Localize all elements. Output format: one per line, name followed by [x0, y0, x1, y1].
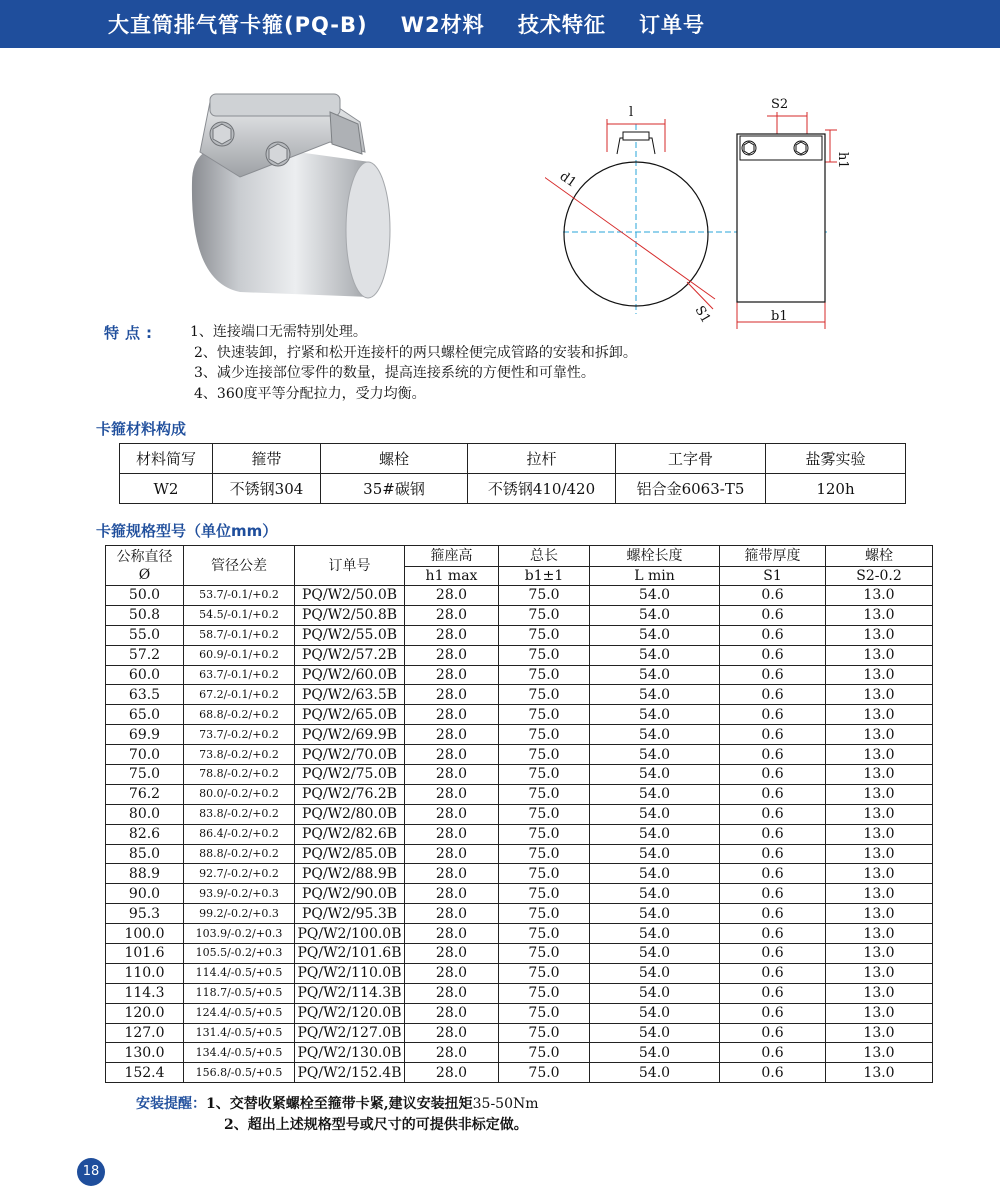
diagram-label-h1: h1: [835, 152, 850, 169]
table-cell: 90.0: [106, 884, 184, 904]
table-row: [106, 705, 933, 725]
table-cell: 28.0: [405, 745, 499, 765]
table-row: [106, 963, 933, 983]
table-cell: PQ/W2/120.0B: [295, 1003, 405, 1023]
header-bolt-sub: S2-0.2: [826, 567, 933, 586]
table-cell: 13.0: [826, 745, 933, 765]
table-row: [106, 944, 933, 964]
table-cell: PQ/W2/114.3B: [295, 983, 405, 1003]
table-row: [106, 784, 933, 804]
table-cell: 0.6: [720, 824, 826, 844]
table-cell: 54.0: [590, 685, 720, 705]
materials-header-cell: 盐雾实验: [766, 444, 906, 474]
table-cell: 13.0: [826, 725, 933, 745]
table-cell: 54.0: [590, 924, 720, 944]
header-length-sub: b1±1: [499, 567, 590, 586]
table-cell: 75.0: [499, 804, 590, 824]
table-cell: 13.0: [826, 645, 933, 665]
table-row: [106, 844, 933, 864]
table-cell: 0.6: [720, 924, 826, 944]
table-cell: 0.6: [720, 944, 826, 964]
table-cell: 75.0: [499, 665, 590, 685]
table-cell: 50.8: [106, 605, 184, 625]
table-cell: 75.0: [499, 924, 590, 944]
table-cell: 28.0: [405, 983, 499, 1003]
table-cell: 54.0: [590, 1003, 720, 1023]
materials-cell: 35#碳钢: [321, 474, 468, 504]
table-cell: 75.0: [499, 1003, 590, 1023]
install-label: 安装提醒：: [136, 1096, 206, 1112]
table-row: [106, 665, 933, 685]
table-cell: 60.9/-0.1/+0.2: [184, 645, 295, 665]
feature-item: 1、连接端口无需特别处理。: [190, 324, 367, 340]
table-cell: 54.0: [590, 784, 720, 804]
table-cell: 95.3: [106, 904, 184, 924]
table-cell: PQ/W2/70.0B: [295, 745, 405, 765]
table-cell: 28.0: [405, 944, 499, 964]
table-cell: PQ/W2/88.9B: [295, 864, 405, 884]
table-cell: 0.6: [720, 804, 826, 824]
table-cell: 80.0/-0.2/+0.2: [184, 784, 295, 804]
table-cell: 54.0: [590, 904, 720, 924]
table-cell: 0.6: [720, 685, 826, 705]
table-cell: 13.0: [826, 625, 933, 645]
table-cell: 13.0: [826, 605, 933, 625]
table-cell: PQ/W2/100.0B: [295, 924, 405, 944]
table-cell: 65.0: [106, 705, 184, 725]
table-cell: 60.0: [106, 665, 184, 685]
table-cell: 54.0: [590, 665, 720, 685]
feature-item: 2、快速装卸，拧紧和松开连接杆的两只螺栓便完成管路的安装和拆卸。: [194, 344, 637, 361]
page-header: [0, 0, 1000, 48]
header-bolt-length-sub: L min: [590, 567, 720, 586]
table-cell: 0.6: [720, 784, 826, 804]
table-cell: 0.6: [720, 1063, 826, 1083]
table-cell: 0.6: [720, 1023, 826, 1043]
specs-title: 卡箍规格型号（单位mm）: [96, 522, 278, 540]
table-cell: 13.0: [826, 1043, 933, 1063]
table-cell: 54.0: [590, 944, 720, 964]
header-length: 总长: [499, 546, 590, 567]
table-cell: 110.0: [106, 963, 184, 983]
header-seat: 箍座高: [405, 546, 499, 567]
table-row: [106, 1063, 933, 1083]
table-cell: 53.7/-0.1/+0.2: [184, 586, 295, 606]
table-cell: 0.6: [720, 745, 826, 765]
table-cell: 54.0: [590, 765, 720, 785]
table-row: [106, 685, 933, 705]
table-cell: PQ/W2/127.0B: [295, 1023, 405, 1043]
table-cell: 127.0: [106, 1023, 184, 1043]
table-cell: 13.0: [826, 824, 933, 844]
table-cell: 73.8/-0.2/+0.2: [184, 745, 295, 765]
table-cell: 75.0: [499, 1063, 590, 1083]
table-cell: PQ/W2/63.5B: [295, 685, 405, 705]
table-cell: 82.6: [106, 824, 184, 844]
diagram-label-s1: S1: [691, 303, 714, 326]
table-cell: 54.0: [590, 1043, 720, 1063]
table-cell: 13.0: [826, 1003, 933, 1023]
table-cell: 28.0: [405, 1023, 499, 1043]
table-cell: 75.0: [499, 586, 590, 606]
table-cell: 75.0: [499, 904, 590, 924]
materials-cell: 不锈钢304: [213, 474, 321, 504]
table-cell: 28.0: [405, 625, 499, 645]
table-row: [106, 645, 933, 665]
table-cell: 13.0: [826, 665, 933, 685]
table-cell: 28.0: [405, 765, 499, 785]
specs-table: [105, 545, 933, 1083]
table-cell: 0.6: [720, 1043, 826, 1063]
table-cell: 83.8/-0.2/+0.2: [184, 804, 295, 824]
table-cell: 55.0: [106, 625, 184, 645]
table-cell: 54.0: [590, 1023, 720, 1043]
table-cell: 0.6: [720, 665, 826, 685]
table-cell: 54.0: [590, 586, 720, 606]
table-cell: 73.7/-0.2/+0.2: [184, 725, 295, 745]
materials-header-cell: 材料简写: [120, 444, 213, 474]
table-cell: PQ/W2/50.8B: [295, 605, 405, 625]
table-cell: 54.0: [590, 1063, 720, 1083]
table-cell: 75.0: [499, 864, 590, 884]
table-cell: 28.0: [405, 804, 499, 824]
table-cell: 103.9/-0.2/+0.3: [184, 924, 295, 944]
header-bolt-length: 螺栓长度: [590, 546, 720, 567]
table-cell: 54.0: [590, 844, 720, 864]
table-cell: 75.0: [499, 725, 590, 745]
table-cell: 28.0: [405, 605, 499, 625]
table-cell: 50.0: [106, 586, 184, 606]
table-cell: 54.0: [590, 824, 720, 844]
table-cell: 75.0: [499, 784, 590, 804]
table-cell: 0.6: [720, 705, 826, 725]
table-cell: 75.0: [499, 1043, 590, 1063]
table-cell: 28.0: [405, 665, 499, 685]
feature-item: 4、360度平等分配拉力，受力均衡。: [194, 385, 426, 402]
header-bolt: 螺栓: [826, 546, 933, 567]
page-title: 大直筒排气管卡箍(PQ-B) W2材料 技术特征 订单号: [108, 13, 706, 37]
table-cell: 54.5/-0.1/+0.2: [184, 605, 295, 625]
table-cell: 101.6: [106, 944, 184, 964]
table-cell: PQ/W2/69.9B: [295, 725, 405, 745]
table-cell: 13.0: [826, 784, 933, 804]
table-row: [106, 983, 933, 1003]
table-row: [106, 725, 933, 745]
table-cell: 28.0: [405, 1003, 499, 1023]
table-cell: 130.0: [106, 1043, 184, 1063]
table-cell: 0.6: [720, 725, 826, 745]
install-line-1: 1、交替收紧螺栓至箍带卡紧,建议安装扭矩: [206, 1096, 473, 1112]
features-label: 特点:: [104, 324, 158, 342]
diagram-label-b1: b1: [771, 309, 788, 324]
table-cell: 0.6: [720, 904, 826, 924]
table-cell: PQ/W2/60.0B: [295, 665, 405, 685]
table-cell: 134.4/-0.5/+0.5: [184, 1043, 295, 1063]
diagram-label-s2: S2: [771, 97, 789, 112]
table-cell: 13.0: [826, 963, 933, 983]
header-nominal: 公称直径 Ø: [106, 546, 184, 586]
table-row: [106, 884, 933, 904]
table-cell: PQ/W2/95.3B: [295, 904, 405, 924]
table-cell: 75.0: [499, 745, 590, 765]
page-number: 18: [77, 1158, 105, 1186]
table-cell: 63.7/-0.1/+0.2: [184, 665, 295, 685]
table-cell: 0.6: [720, 884, 826, 904]
table-cell: 75.0: [106, 765, 184, 785]
table-cell: 75.0: [499, 963, 590, 983]
table-cell: 100.0: [106, 924, 184, 944]
materials-data-row: [120, 474, 906, 504]
feature-item: 3、减少连接部位零件的数量，提高连接系统的方便性和可靠性。: [194, 365, 595, 381]
table-cell: 124.4/-0.5/+0.5: [184, 1003, 295, 1023]
table-cell: PQ/W2/90.0B: [295, 884, 405, 904]
table-cell: PQ/W2/152.4B: [295, 1063, 405, 1083]
table-cell: 75.0: [499, 625, 590, 645]
materials-header-cell: 拉杆: [468, 444, 616, 474]
table-cell: 75.0: [499, 983, 590, 1003]
table-cell: 28.0: [405, 645, 499, 665]
install-line-2: 2、超出上述规格型号或尺寸的可提供非标定做。: [224, 1117, 528, 1133]
header-tolerance: 管径公差: [184, 546, 295, 586]
diagram-label-l: l: [629, 105, 634, 120]
table-cell: 13.0: [826, 944, 933, 964]
table-cell: 0.6: [720, 645, 826, 665]
table-row: [106, 804, 933, 824]
table-cell: PQ/W2/75.0B: [295, 765, 405, 785]
table-cell: 28.0: [405, 904, 499, 924]
table-cell: 28.0: [405, 685, 499, 705]
table-row: [106, 904, 933, 924]
table-cell: 13.0: [826, 844, 933, 864]
table-cell: PQ/W2/57.2B: [295, 645, 405, 665]
table-cell: 13.0: [826, 586, 933, 606]
table-cell: 75.0: [499, 685, 590, 705]
header-order: 订单号: [295, 546, 405, 586]
table-cell: 75.0: [499, 645, 590, 665]
table-cell: 114.3: [106, 983, 184, 1003]
table-cell: PQ/W2/110.0B: [295, 963, 405, 983]
table-cell: 80.0: [106, 804, 184, 824]
specs-header-row: [106, 546, 933, 567]
materials-table: [119, 443, 906, 504]
table-cell: 76.2: [106, 784, 184, 804]
table-cell: 75.0: [499, 1023, 590, 1043]
table-cell: 13.0: [826, 765, 933, 785]
table-cell: 75.0: [499, 844, 590, 864]
table-row: [106, 924, 933, 944]
table-cell: 54.0: [590, 625, 720, 645]
table-cell: 86.4/-0.2/+0.2: [184, 824, 295, 844]
table-cell: PQ/W2/65.0B: [295, 705, 405, 725]
table-cell: 13.0: [826, 904, 933, 924]
table-cell: 67.2/-0.1/+0.2: [184, 685, 295, 705]
pipe-clamp-photo-icon: [180, 82, 400, 322]
header-band-sub: S1: [720, 567, 826, 586]
table-cell: 105.5/-0.2/+0.3: [184, 944, 295, 964]
table-row: [106, 1003, 933, 1023]
table-cell: 28.0: [405, 586, 499, 606]
table-cell: 28.0: [405, 824, 499, 844]
table-cell: 0.6: [720, 1003, 826, 1023]
table-cell: 68.8/-0.2/+0.2: [184, 705, 295, 725]
table-cell: PQ/W2/130.0B: [295, 1043, 405, 1063]
table-cell: 69.9: [106, 725, 184, 745]
table-cell: 0.6: [720, 586, 826, 606]
table-cell: 28.0: [405, 884, 499, 904]
table-cell: 28.0: [405, 1043, 499, 1063]
table-cell: 54.0: [590, 804, 720, 824]
table-cell: 13.0: [826, 924, 933, 944]
table-cell: 28.0: [405, 864, 499, 884]
table-cell: 13.0: [826, 884, 933, 904]
table-cell: 13.0: [826, 864, 933, 884]
table-cell: 28.0: [405, 784, 499, 804]
table-cell: 0.6: [720, 963, 826, 983]
table-cell: 13.0: [826, 804, 933, 824]
materials-header-cell: 箍带: [213, 444, 321, 474]
table-cell: 88.8/-0.2/+0.2: [184, 844, 295, 864]
table-cell: 75.0: [499, 824, 590, 844]
install-torque: 35-50Nm: [472, 1096, 539, 1112]
install-note: [136, 1094, 539, 1136]
materials-cell: 不锈钢410/420: [468, 474, 616, 504]
table-cell: 0.6: [720, 864, 826, 884]
table-cell: 75.0: [499, 705, 590, 725]
table-cell: 70.0: [106, 745, 184, 765]
table-cell: 57.2: [106, 645, 184, 665]
table-cell: 54.0: [590, 983, 720, 1003]
table-cell: 88.9: [106, 864, 184, 884]
table-cell: 152.4: [106, 1063, 184, 1083]
table-row: [106, 864, 933, 884]
table-cell: PQ/W2/85.0B: [295, 844, 405, 864]
table-cell: 0.6: [720, 983, 826, 1003]
materials-cell: 120h: [766, 474, 906, 504]
table-cell: PQ/W2/50.0B: [295, 586, 405, 606]
table-cell: 0.6: [720, 765, 826, 785]
table-row: [106, 625, 933, 645]
table-cell: 54.0: [590, 705, 720, 725]
table-row: [106, 586, 933, 606]
table-cell: 118.7/-0.5/+0.5: [184, 983, 295, 1003]
table-cell: 0.6: [720, 844, 826, 864]
table-cell: 28.0: [405, 844, 499, 864]
table-cell: 78.8/-0.2/+0.2: [184, 765, 295, 785]
table-row: [106, 1043, 933, 1063]
table-cell: 75.0: [499, 765, 590, 785]
table-cell: 63.5: [106, 685, 184, 705]
table-cell: 58.7/-0.1/+0.2: [184, 625, 295, 645]
table-cell: 54.0: [590, 745, 720, 765]
table-cell: 13.0: [826, 1023, 933, 1043]
table-cell: 54.0: [590, 884, 720, 904]
table-cell: 28.0: [405, 963, 499, 983]
table-cell: 28.0: [405, 1063, 499, 1083]
materials-title: 卡箍材料构成: [96, 420, 187, 438]
header-seat-sub: h1 max: [405, 567, 499, 586]
diagram-label-d1: d1: [556, 168, 579, 191]
table-cell: 13.0: [826, 983, 933, 1003]
table-cell: 92.7/-0.2/+0.2: [184, 864, 295, 884]
table-cell: 13.0: [826, 685, 933, 705]
clamp-dimension-diagram-icon: [545, 94, 855, 334]
features-list: [190, 322, 637, 404]
table-cell: 54.0: [590, 725, 720, 745]
table-cell: 93.9/-0.2/+0.3: [184, 884, 295, 904]
table-cell: 28.0: [405, 725, 499, 745]
materials-header-row: [120, 444, 906, 474]
table-cell: 54.0: [590, 963, 720, 983]
table-cell: 28.0: [405, 705, 499, 725]
table-cell: 0.6: [720, 605, 826, 625]
materials-header-cell: 工字骨: [616, 444, 766, 474]
materials-cell: W2: [120, 474, 213, 504]
table-cell: 114.4/-0.5/+0.5: [184, 963, 295, 983]
table-cell: PQ/W2/76.2B: [295, 784, 405, 804]
header-band: 箍带厚度: [720, 546, 826, 567]
table-row: [106, 765, 933, 785]
table-cell: PQ/W2/82.6B: [295, 824, 405, 844]
table-cell: PQ/W2/80.0B: [295, 804, 405, 824]
table-cell: 13.0: [826, 1063, 933, 1083]
table-cell: 75.0: [499, 884, 590, 904]
table-cell: 156.8/-0.5/+0.5: [184, 1063, 295, 1083]
materials-header-cell: 螺栓: [321, 444, 468, 474]
table-cell: 75.0: [499, 605, 590, 625]
table-cell: 54.0: [590, 605, 720, 625]
table-cell: 54.0: [590, 645, 720, 665]
table-cell: PQ/W2/55.0B: [295, 625, 405, 645]
table-cell: 120.0: [106, 1003, 184, 1023]
table-cell: 75.0: [499, 944, 590, 964]
materials-cell: 铝合金6063-T5: [616, 474, 766, 504]
table-row: [106, 605, 933, 625]
table-cell: 85.0: [106, 844, 184, 864]
specs-body: [106, 586, 933, 1083]
table-cell: 131.4/-0.5/+0.5: [184, 1023, 295, 1043]
table-cell: 28.0: [405, 924, 499, 944]
table-cell: 99.2/-0.2/+0.3: [184, 904, 295, 924]
table-cell: 54.0: [590, 864, 720, 884]
table-row: [106, 824, 933, 844]
table-row: [106, 1023, 933, 1043]
table-row: [106, 745, 933, 765]
table-cell: PQ/W2/101.6B: [295, 944, 405, 964]
table-cell: 13.0: [826, 705, 933, 725]
table-cell: 0.6: [720, 625, 826, 645]
